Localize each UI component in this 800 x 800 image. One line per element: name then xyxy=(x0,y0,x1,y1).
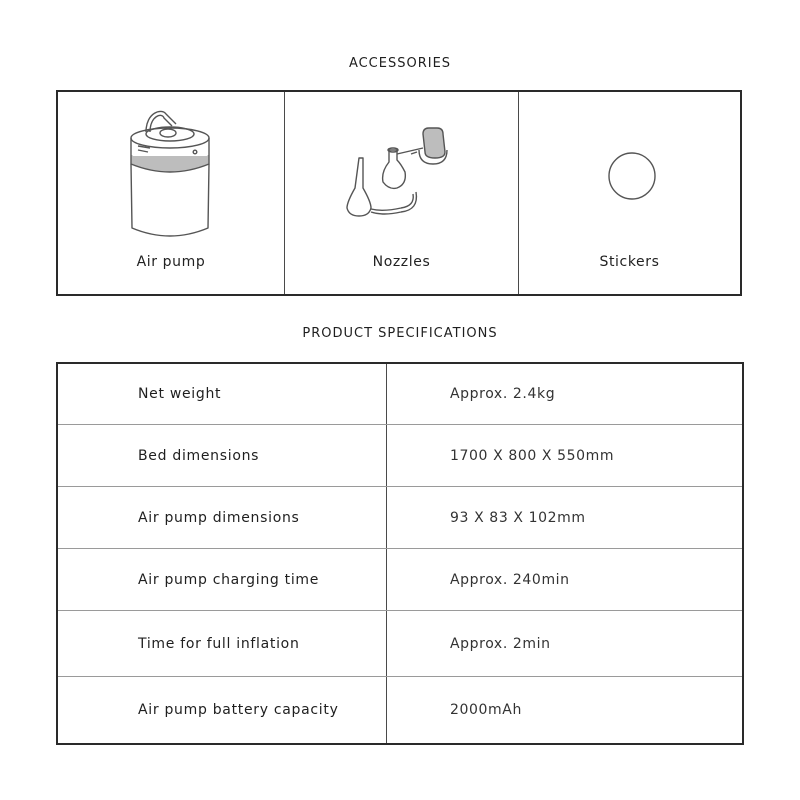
accessory-label: Nozzles xyxy=(372,254,431,270)
specifications-title: PRODUCT SPECIFICATIONS xyxy=(302,326,498,341)
specifications-table xyxy=(56,362,744,745)
spec-row xyxy=(58,486,742,548)
spec-row xyxy=(58,610,742,676)
spec-label: Net weight xyxy=(138,386,222,402)
spec-value: Approx. 2min xyxy=(450,635,551,652)
accessory-label: Stickers xyxy=(599,254,660,270)
spec-row xyxy=(58,676,742,743)
spec-label: Air pump battery capacity xyxy=(138,702,339,718)
spec-row xyxy=(58,424,742,486)
spec-row xyxy=(58,548,742,610)
spec-value: Approx. 2.4kg xyxy=(450,386,556,402)
spec-label: Air pump dimensions xyxy=(138,509,300,526)
spec-value: 93 X 83 X 102mm xyxy=(450,509,586,526)
spec-value: 2000mAh xyxy=(450,702,522,718)
accessories-title: ACCESSORIES xyxy=(348,56,452,71)
accessory-stickers xyxy=(518,92,740,294)
spec-value: Approx. 240min xyxy=(450,571,570,588)
accessory-nozzles xyxy=(284,92,518,294)
spec-label: Air pump charging time xyxy=(138,571,320,588)
spec-row xyxy=(58,364,742,424)
spec-label: Bed dimensions xyxy=(138,447,260,464)
accessory-air-pump xyxy=(58,92,284,294)
accessories-box xyxy=(56,90,742,296)
spec-value: 1700 X 800 X 550mm xyxy=(450,447,615,464)
spec-label: Time for full inflation xyxy=(138,635,300,652)
accessory-label: Air pump xyxy=(136,254,206,270)
